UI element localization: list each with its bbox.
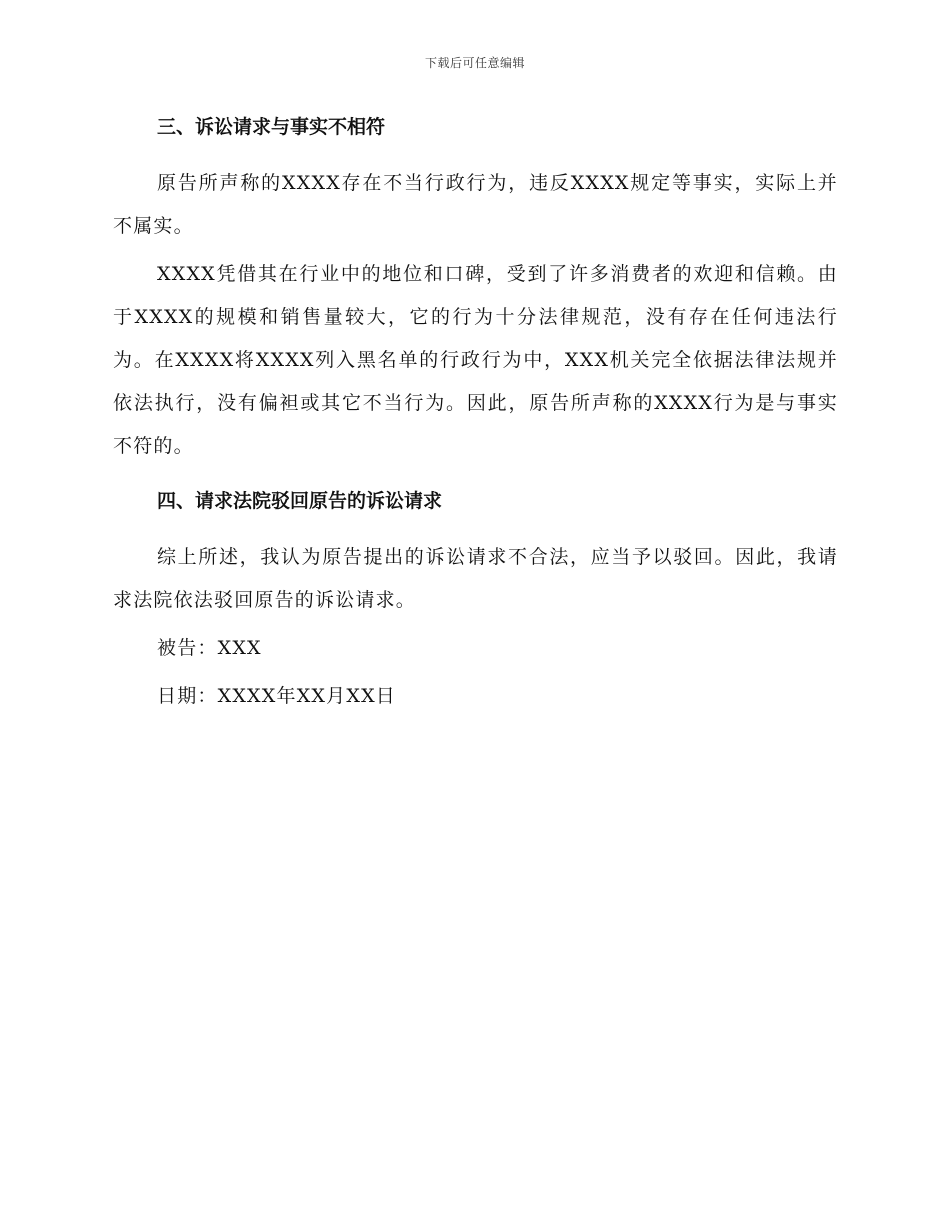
- section-3-paragraph-1: 原告所声称的XXXX存在不当行政行为，违反XXXX规定等事实，实际上并不属实。: [113, 172, 838, 237]
- signature-date: 日期：XXXX年XX月XX日: [157, 685, 397, 707]
- section-3-paragraph-2: XXXX凭借其在行业中的地位和口碑，受到了许多消费者的欢迎和信赖。由于XXXX的规模和销售量较大，它的行为十分法律规范，没有存在任何违法行为。在XXXX将XXXX列入黑名单的行政行为中，XXX机关完全依据法律法规并依法执行，没有偏袒或其它不当行为。因此，原告所声称的XXXX行为是与事实不符的。: [113, 263, 838, 457]
- defendant-signature: 被告：XXX: [157, 637, 262, 659]
- document-body: [113, 112, 838, 718]
- section-heading-3: 三、诉讼请求与事实不相符: [157, 116, 386, 138]
- section-4-paragraph-1: 综上所述，我认为原告提出的诉讼请求不合法，应当予以驳回。因此，我请求法院依法驳回原告的诉讼请求。: [113, 546, 838, 611]
- page-header: 下载后可任意编辑: [424, 56, 525, 70]
- section-heading-4: 四、请求法院驳回原告的诉讼请求: [157, 490, 443, 512]
